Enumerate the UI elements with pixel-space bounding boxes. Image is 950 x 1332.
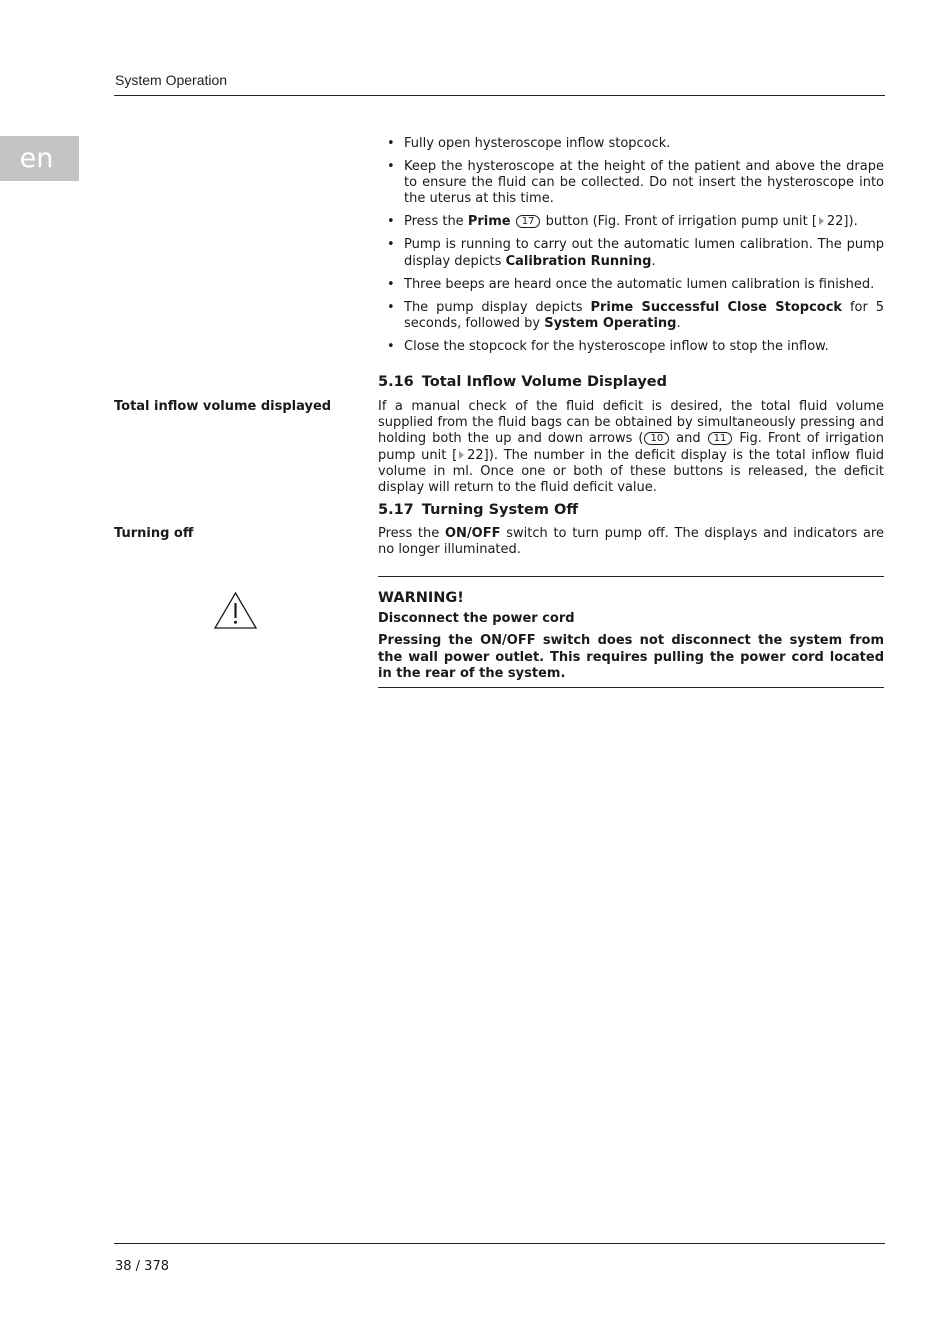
warning-text: Pressing the ON/OFF switch does not disconnect the system from the wall power outlet. This requires pulling the power cord located in the rear of the system.: [378, 633, 884, 681]
body-text: Press the: [378, 526, 445, 541]
procedure-step: [378, 136, 884, 152]
warning-subtitle: Disconnect the power cord: [378, 611, 575, 627]
header-title: System Operation: [115, 72, 228, 88]
side-label-turning-off: Turning off: [114, 526, 194, 541]
section-title: Total Inflow Volume Displayed: [421, 374, 667, 390]
section-number: 5.17: [378, 502, 414, 518]
body-text: If a manual check of the fluid deficit is desired, the total fluid volume supplied from the fluid bags can be obtained by simultaneously pressing and holding both the up and down arrows (: [378, 399, 884, 447]
step-text-bold: Prime Successful Close Stopcock: [590, 299, 843, 315]
body-text: and: [670, 431, 707, 447]
footer-divider: [114, 1243, 885, 1244]
step-text-bold: Calibration Running: [505, 253, 652, 269]
procedure-step: [378, 237, 884, 269]
section-5-17-body: [378, 526, 884, 558]
warning-box: [378, 576, 884, 688]
step-text: for 5 seconds, followed by: [404, 299, 885, 331]
step-text: Press the: [404, 214, 468, 230]
section-heading-5-17: [378, 502, 578, 518]
language-tab: en: [0, 136, 79, 181]
reference-number-11: 11: [708, 432, 733, 445]
section-title: Turning System Off: [421, 502, 579, 518]
section-5-16-body: [378, 399, 884, 496]
procedure-steps-list: [378, 136, 884, 362]
side-label-total-inflow: Total inflow volume displayed: [114, 399, 332, 414]
step-text: The pump display depicts: [404, 299, 591, 315]
warning-title: WARNING!: [378, 590, 464, 606]
step-text: .: [676, 315, 681, 331]
warning-triangle-icon: [213, 591, 258, 630]
step-text-bold: System Operating: [544, 315, 677, 331]
page-number: 38 / 378: [115, 1259, 169, 1274]
body-text: 22]). The number in the deficit display is the total inflow fluid volume in ml. Once one or both of these buttons is released, the deficit display will return to the fluid deficit value.: [378, 447, 884, 496]
step-text: 22]).: [826, 214, 858, 230]
reference-number-17: 17: [516, 215, 541, 228]
reference-number-10: 10: [644, 432, 669, 445]
procedure-step: [378, 300, 884, 332]
step-text: button (Fig. Front of irrigation pump unit [: [541, 214, 817, 230]
procedure-step: [378, 214, 884, 230]
step-text: Close the stopcock for the hysteroscope inflow to stop the inflow.: [404, 338, 829, 354]
step-text: Pump is running to carry out the automatic lumen calibration. The pump display depicts: [404, 237, 884, 269]
procedure-step: [378, 159, 884, 208]
body-text-bold: ON/OFF: [445, 526, 501, 541]
section-heading-5-16: [378, 374, 667, 390]
procedure-step: [378, 277, 884, 293]
procedure-step: [378, 339, 884, 355]
header-divider: [114, 95, 885, 96]
body-text: Fig. Front of irrigation pump unit [: [378, 431, 885, 463]
step-text-bold: Prime: [467, 214, 511, 230]
step-text: [511, 214, 515, 229]
step-text: Three beeps are heard once the automatic lumen calibration is finished.: [404, 276, 875, 292]
section-number: 5.16: [378, 374, 414, 390]
cross-reference-arrow-icon: [459, 451, 464, 459]
cross-reference-arrow-icon: [819, 217, 824, 225]
step-text: .: [651, 253, 656, 269]
step-text: Fully open hysteroscope inflow stopcock.: [404, 136, 671, 151]
step-text: Keep the hysteroscope at the height of the patient and above the drape to ensure the fluid can be collected. Do not insert the hysteroscope into the uterus at this time.: [404, 159, 884, 207]
body-text: switch to turn pump off. The displays and indicators are no longer illuminated.: [378, 526, 884, 558]
